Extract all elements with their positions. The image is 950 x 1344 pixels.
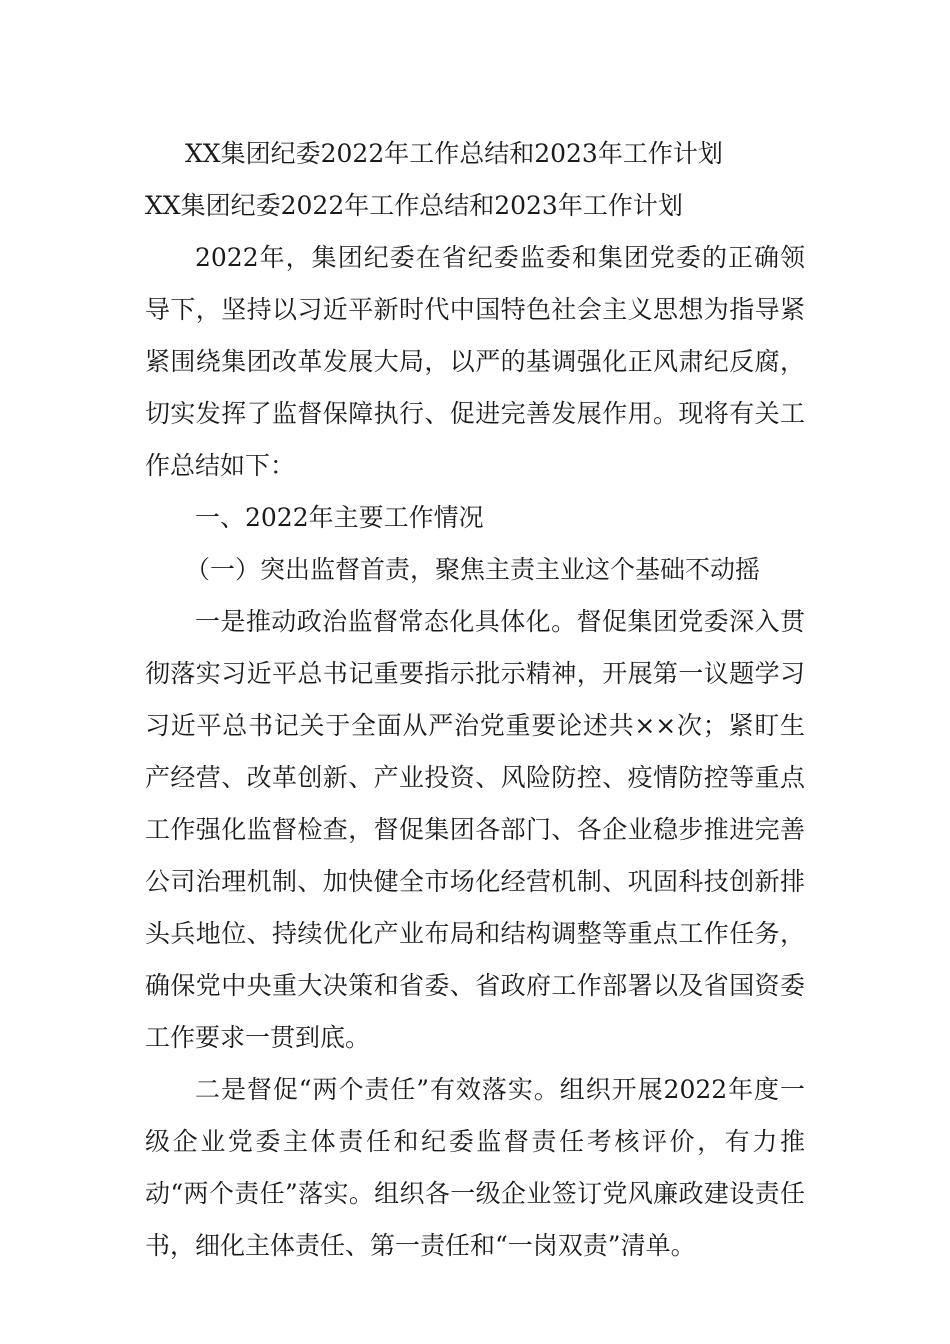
document-body: [145, 128, 805, 1272]
document-title-line-1: XX集团纪委2022年工作总结和2023年工作计划: [185, 139, 723, 168]
intro-paragraph: 2022年，集团纪委在省纪委监委和集团党委的正确领导下，坚持以习近平新时代中国特色社会主义思想为指导紧紧围绕集团改革发展大局，以严的基调强化正风肃纪反腐，切实发挥了监督保障执行、促进完善发展作用。现将有关工作总结如下：: [145, 243, 805, 480]
subsection-heading-1: （一）突出监督首责，聚焦主责主业这个基础不动摇: [185, 555, 761, 584]
body-paragraph-1: 一是推动政治监督常态化具体化。督促集团党委深入贯彻落实习近平总书记重要指示批示精神，开展第一议题学习习近平总书记关于全面从严治党重要论述共××次；紧盯生产经营、改革创新、产业投资、风险防控、疫情防控等重点工作强化监督检查，督促集团各部门、各企业稳步推进完善公司治理机制、加快健全市场化经营机制、巩固科技创新排头兵地位、持续优化产业布局和结构调整等重点工作任务，确保党中央重大决策和省委、省政府工作部署以及省国资委工作要求一贯到底。: [145, 607, 805, 1052]
section-heading-1: 一、2022年主要工作情况: [195, 503, 484, 532]
document-title-line-2: XX集团纪委2022年工作总结和2023年工作计划: [145, 191, 683, 220]
body-paragraph-2: 二是督促“两个责任”有效落实。组织开展2022年度一级企业党委主体责任和纪委监督责任考核评价，有力推动“两个责任”落实。组织各一级企业签订党风廉政建设责任书，细化主体责任、第一责任和“一岗双责”清单。: [145, 1075, 805, 1260]
